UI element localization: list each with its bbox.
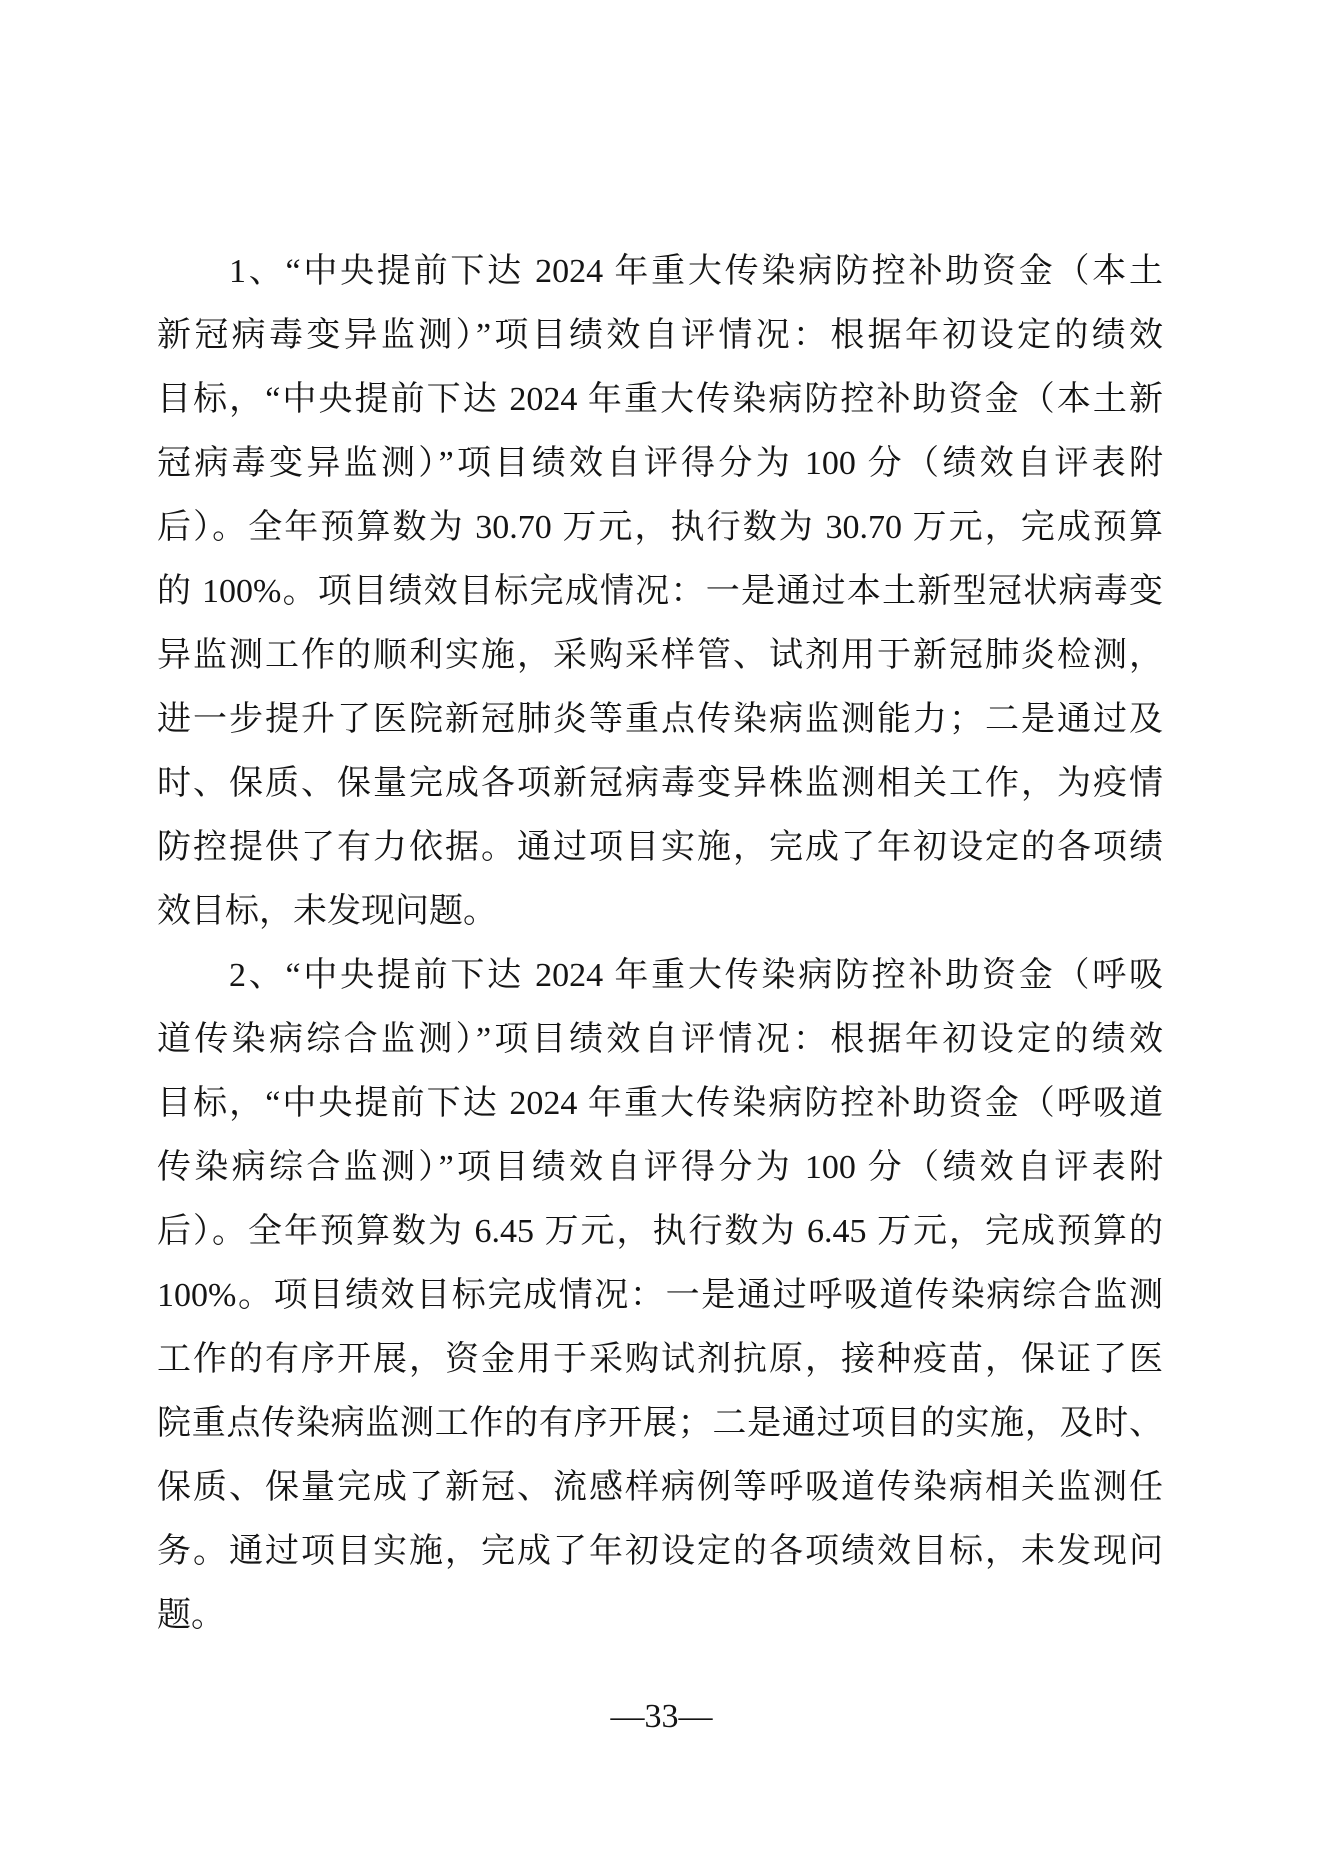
- paragraph-1-line-1: 1、“中央提前下达 2024 年重大传染病防控补助资金（本土: [229, 253, 1163, 290]
- paragraph-2-line-3: 目标，“中央提前下达 2024 年重大传染病防控补助资金（呼吸道: [157, 1085, 1163, 1122]
- paragraph-1-line-2: 新冠病毒变异监测）”项目绩效自评情况：根据年初设定的绩效: [157, 317, 1163, 354]
- paragraph-1-line-10: 防控提供了有力依据。通过项目实施，完成了年初设定的各项绩: [157, 829, 1163, 866]
- paragraph-1-line-11: 效目标，未发现问题。: [157, 893, 497, 930]
- paragraph-2-line-8: 院重点传染病监测工作的有序开展；二是通过项目的实施，及时、: [157, 1405, 1163, 1442]
- paragraph-2-line-11: 题。: [157, 1597, 225, 1634]
- paragraph-1-line-8: 进一步提升了医院新冠肺炎等重点传染病监测能力；二是通过及: [157, 701, 1163, 738]
- paragraph-2-line-1: 2、“中央提前下达 2024 年重大传染病防控补助资金（呼吸: [229, 957, 1163, 994]
- paragraph-2-line-4: 传染病综合监测）”项目绩效自评得分为 100 分（绩效自评表附: [157, 1149, 1163, 1186]
- paragraph-1-line-3: 目标，“中央提前下达 2024 年重大传染病防控补助资金（本土新: [157, 381, 1163, 418]
- page-number: —33—: [610, 1698, 713, 1735]
- paragraph-1-line-9: 时、保质、保量完成各项新冠病毒变异株监测相关工作，为疫情: [157, 765, 1163, 802]
- page-body-text: [157, 240, 1163, 1648]
- paragraph-2-line-7: 工作的有序开展，资金用于采购试剂抗原，接种疫苗，保证了医: [157, 1341, 1163, 1378]
- paragraph-1-line-6: 的 100%。项目绩效目标完成情况：一是通过本土新型冠状病毒变: [157, 573, 1163, 610]
- paragraph-2-line-6: 100%。项目绩效目标完成情况：一是通过呼吸道传染病综合监测: [157, 1277, 1163, 1314]
- paragraph-2-line-10: 务。通过项目实施，完成了年初设定的各项绩效目标，未发现问: [157, 1533, 1163, 1570]
- paragraph-1-line-5: 后）。全年预算数为 30.70 万元，执行数为 30.70 万元，完成预算: [157, 509, 1163, 546]
- paragraph-1-line-4: 冠病毒变异监测）”项目绩效自评得分为 100 分（绩效自评表附: [157, 445, 1163, 482]
- paragraph-1-line-7: 异监测工作的顺利实施，采购采样管、试剂用于新冠肺炎检测，: [157, 637, 1163, 674]
- paragraph-2-line-5: 后）。全年预算数为 6.45 万元，执行数为 6.45 万元，完成预算的: [157, 1213, 1163, 1250]
- paragraph-2-line-2: 道传染病综合监测）”项目绩效自评情况：根据年初设定的绩效: [157, 1021, 1163, 1058]
- paragraph-2-line-9: 保质、保量完成了新冠、流感样病例等呼吸道传染病相关监测任: [157, 1469, 1163, 1506]
